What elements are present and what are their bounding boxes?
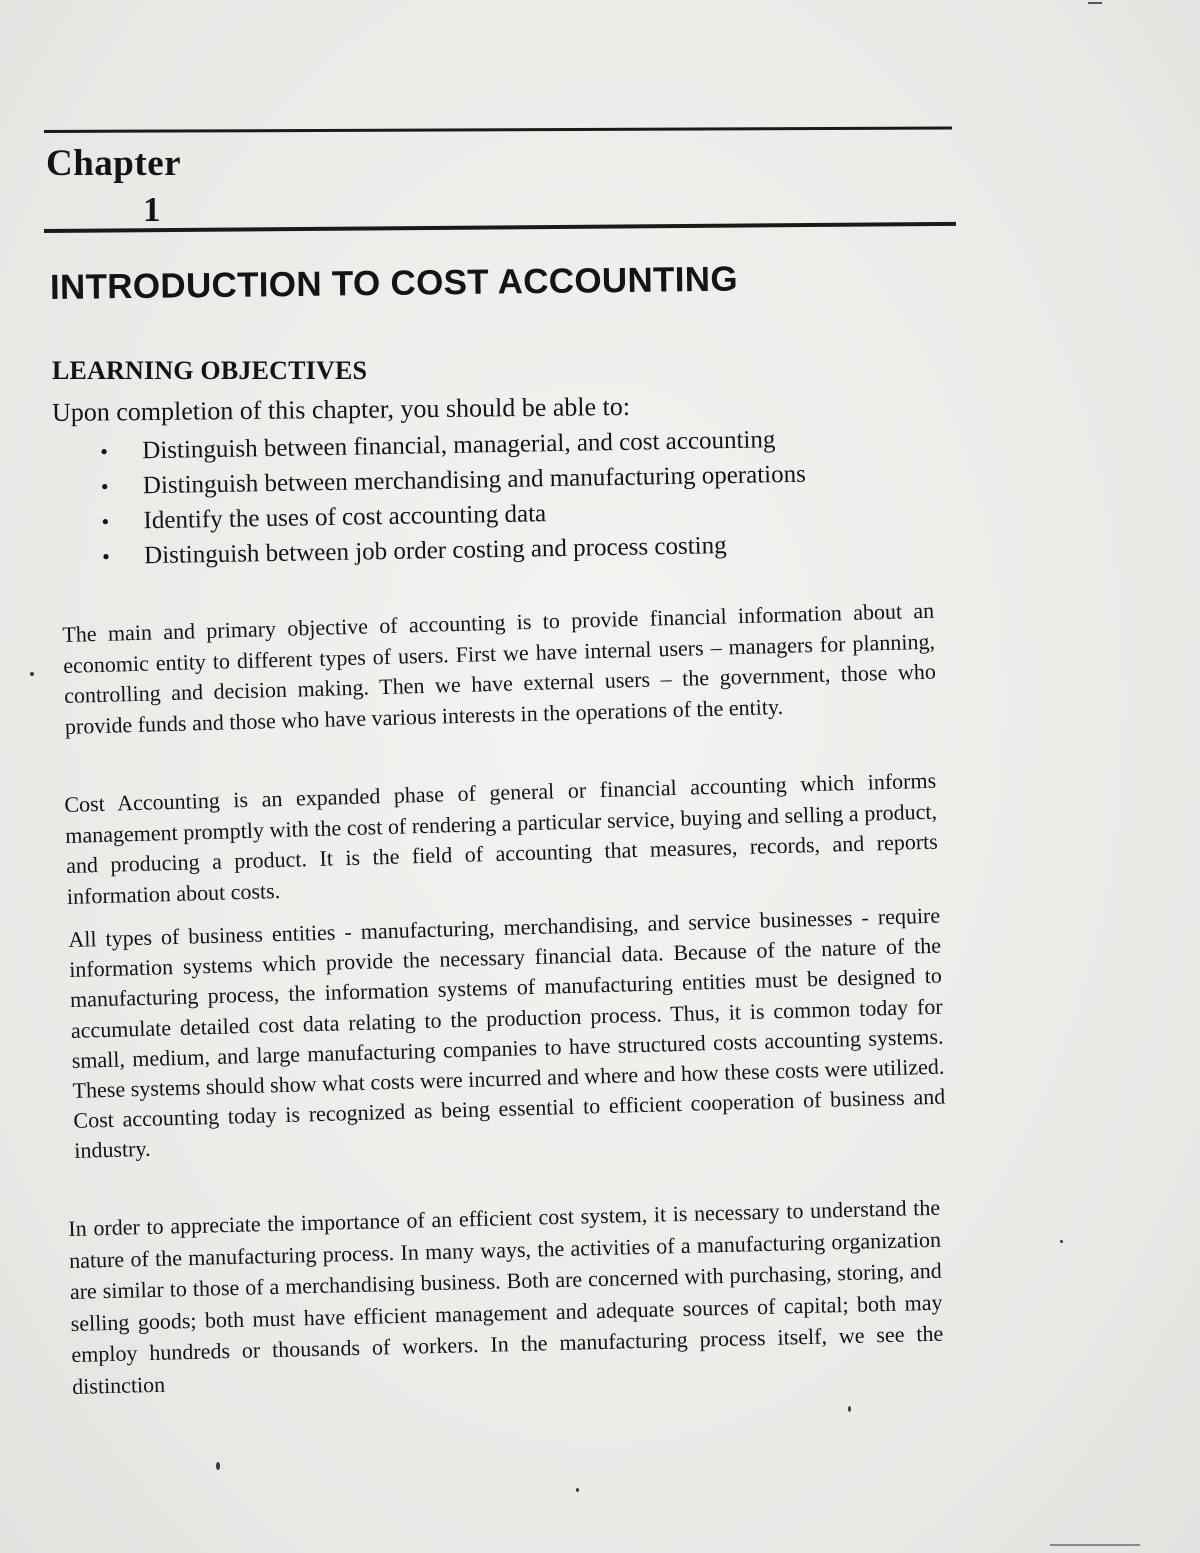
scan-speck [216, 1462, 220, 1470]
learning-objectives-heading: LEARNING OBJECTIVES [52, 356, 368, 385]
objective-text: Identify the uses of cost accounting data [143, 500, 547, 535]
chapter-label: Chapter [46, 143, 182, 184]
scan-artifact-mark [1050, 1544, 1140, 1546]
scan-speck [30, 672, 34, 676]
scan-artifact-mark [1088, 2, 1102, 4]
learning-objectives-list [100, 422, 807, 574]
bullet-icon: • [100, 438, 109, 464]
objective-text: Distinguish between job order costing and process costing [143, 532, 727, 570]
scan-speck [848, 1406, 851, 1412]
chapter-bottom-rule [44, 222, 956, 233]
bullet-icon: • [101, 508, 110, 534]
objective-text: Distinguish between merchandising and manufacturing operations [142, 460, 807, 500]
chapter-top-rule [44, 127, 952, 133]
body-paragraph: Cost Accounting is an expanded phase of general or financial accounting which informs management promptly with the cost of rendering a particular service, buying and selling a product, and producing a product. It is the field of accounting that measures, records, and reports information about costs. [64, 767, 939, 909]
bullet-icon: • [101, 543, 111, 569]
scan-speck [576, 1488, 579, 1492]
scan-speck [1060, 1240, 1063, 1243]
chapter-title: INTRODUCTION TO COST ACCOUNTING [49, 259, 739, 307]
learning-objectives-intro: Upon completion of this chapter, you should be able to: [51, 391, 631, 427]
bullet-icon: • [100, 473, 109, 499]
body-paragraph: All types of business entities - manufacturing, merchandising, and service businesses - require information systems which provide the necessary financial data. Because of the nature of the manufacturing process, the information systems of manufacturing entities must be designed to accumulate detailed cost data relating to the production process. Thus, it is common today for small, medium, and large manufacturing companies to have structured costs accounting systems. These systems should show what costs were incurred and where and how these costs were utilized. Cost accounting today is recognized as being essential to efficient cooperation of business and industry. [68, 902, 946, 1164]
chapter-number: 1 [143, 190, 161, 229]
body-paragraph: In order to appreciate the importance of an efficient cost system, it is necessary to understand the nature of the manufacturing process. In many ways, the activities of a manufacturing organization are similar to those of a merchandising business. Both are concerned with purchasing, storing, and selling goods; both must have efficient management and adequate sources of capital; both may employ hundreds or thousands of workers. In the manufacturing process itself, we see the distinction [68, 1194, 944, 1399]
objective-text: Distinguish between financial, managerial, and cost accounting [142, 426, 776, 465]
body-paragraph: The main and primary objective of accounting is to provide financial information about an economic entity to different types of users. First we have internal users – managers for planning, controlling and decision making. Then we have external users – the government, those who provide funds and those who have various interests in the operations of the entity. [62, 597, 937, 739]
